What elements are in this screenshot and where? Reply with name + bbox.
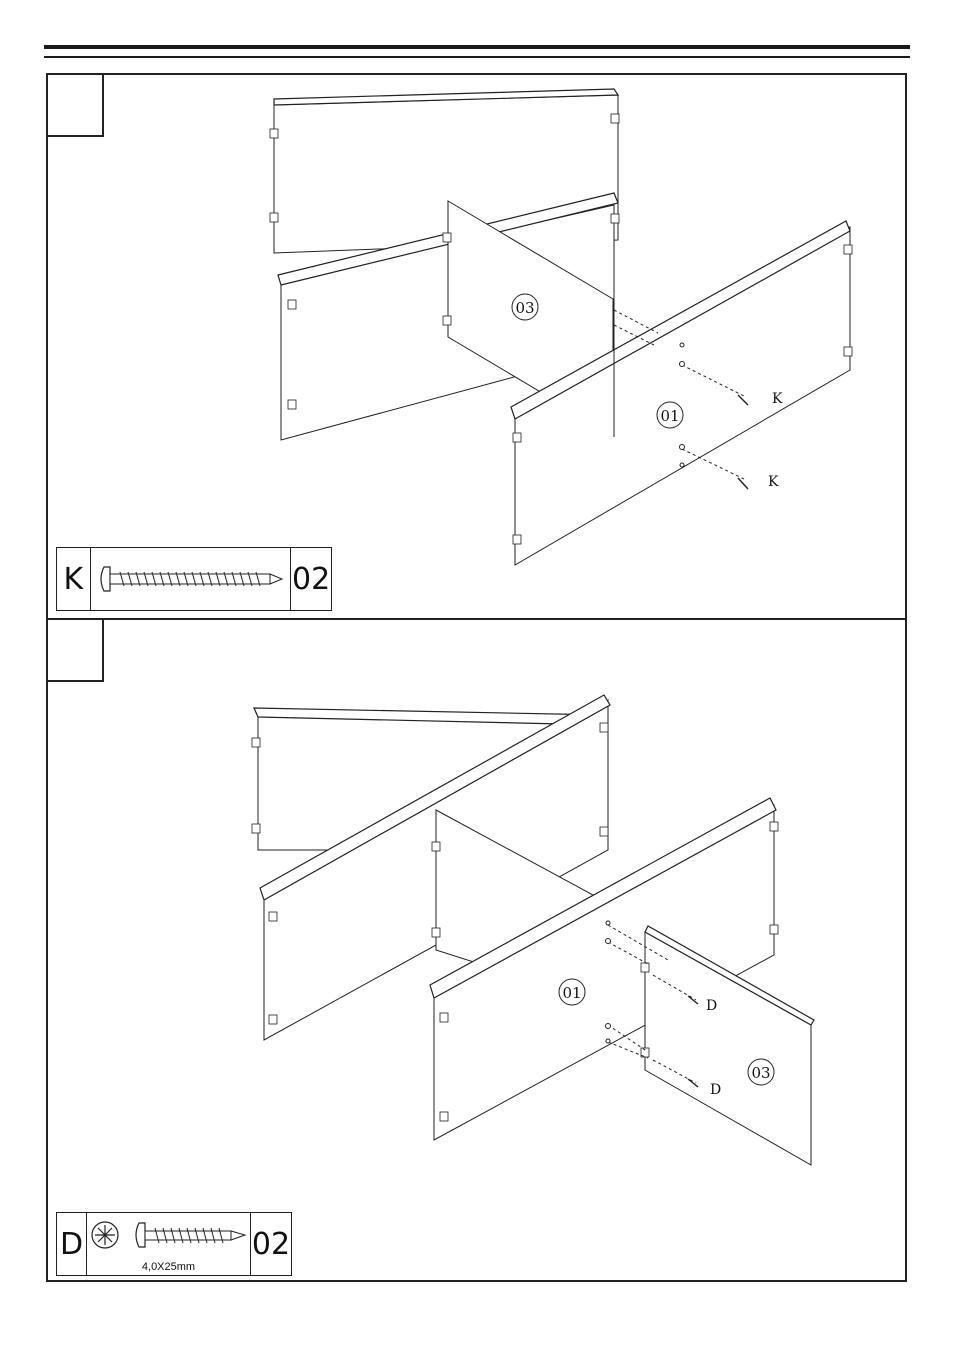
part-label-03: 03 (751, 1064, 771, 1082)
screw-callout-d-upper: D (706, 998, 718, 1014)
short-screw-icon (87, 1213, 251, 1275)
long-screw-icon (91, 548, 292, 610)
screw-callout-k-lower: K (768, 474, 779, 490)
assembly-step-2 (46, 618, 907, 1282)
part-label-01: 01 (562, 984, 582, 1002)
part-label-01: 01 (660, 407, 680, 425)
hardware-quantity: 02 (251, 1226, 291, 1262)
screw-callout-k-upper: K (772, 391, 783, 407)
header-rule-thin (44, 56, 910, 58)
header-rule-thick (44, 45, 910, 49)
hardware-code: K (57, 548, 91, 610)
part-label-03: 03 (515, 299, 535, 317)
step-2-assembly-diagram (48, 620, 905, 1280)
screw-size-label: 4,0X25mm (141, 1261, 196, 1273)
hardware-legend-k (56, 547, 332, 611)
hardware-code: D (57, 1213, 87, 1275)
hardware-legend-d (56, 1212, 292, 1276)
screw-callout-d-lower: D (710, 1082, 722, 1098)
step-1-assembly-diagram (48, 75, 905, 618)
hardware-quantity: 02 (292, 561, 331, 597)
assembly-step-1 (46, 73, 907, 620)
